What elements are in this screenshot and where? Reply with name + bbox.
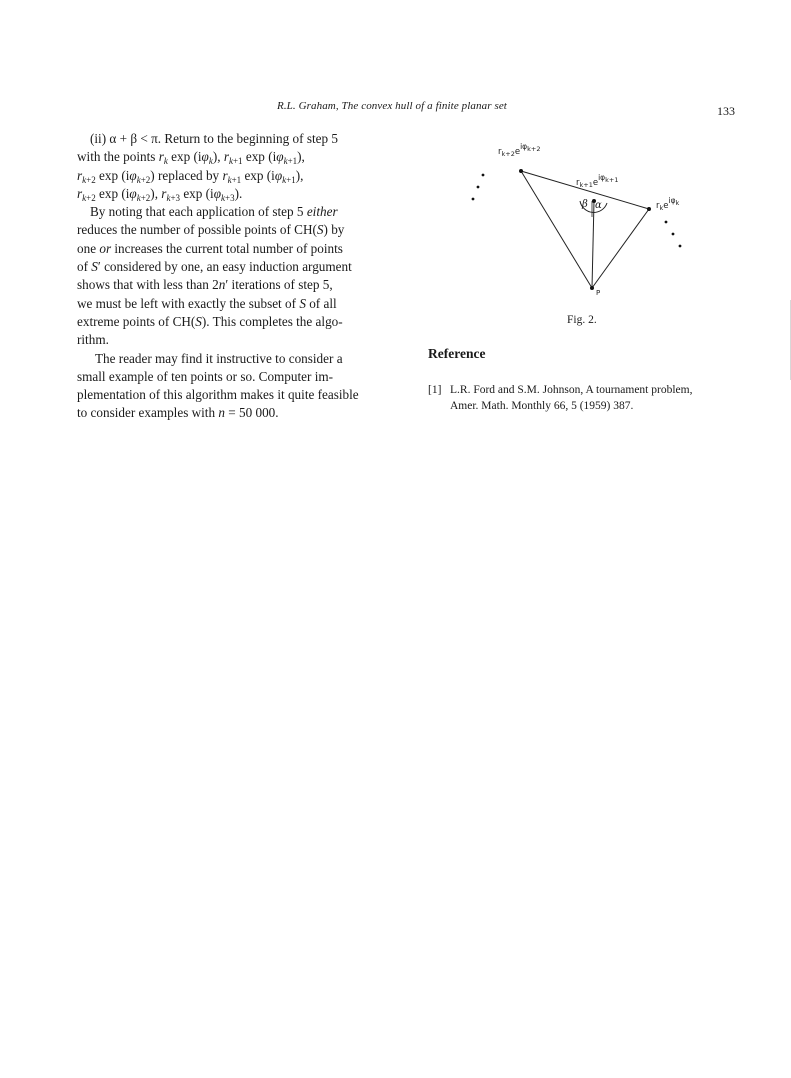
ellipsis-dot-right (665, 221, 668, 224)
label-beta: β (582, 199, 588, 210)
figure-2-diagram (432, 133, 732, 333)
ellipsis-dot-left (482, 174, 485, 177)
point-top (519, 169, 523, 173)
left-column-text (77, 130, 395, 423)
label-r-k-plus-2: $r_{k+2}e^{i\varphi_{k+2}}$ (498, 142, 541, 158)
page-number: 133 (717, 104, 735, 118)
figure-2 (432, 133, 732, 333)
paragraph-case-ii: (ii) α + β < π. Return to the beginning of step 5 with the points $r_k$ $\exp (i\varphi_k)$, $r_{k+1}$ $\exp (i\varphi_{k+1})$, $r_{k+2}$ $\exp (i\varphi_{k+2})$ replaced by $r_{k+1}$ $\exp (i\varphi_{k+1})$, $r_{k+2}$ $\exp (i\varphi_{k+2})$, $r_{k+3}$ $\exp (i\varphi_{k+3})$. (77, 131, 338, 203)
label-r-k: $r_ke^{i\varphi_k}$ (656, 196, 680, 212)
point-p (590, 286, 594, 290)
ellipsis-dot-right (672, 233, 675, 236)
ellipsis-dot-left (472, 198, 475, 201)
paragraph-closing: The reader may find it instructive to consider a small example of ten points or so. Computer im- plementation of this algorithm makes it quite feasible to consider examples with n = 50 000. (77, 350, 359, 421)
ellipsis-dot-left (477, 186, 480, 189)
label-alpha: α (595, 200, 602, 211)
reference-number: [1] (428, 384, 442, 396)
label-p: P (596, 289, 601, 297)
label-r-k-plus-1: $r_{k+1}e^{i\varphi_{k+1}}$ (576, 173, 619, 189)
reference-list (428, 382, 748, 414)
figure-caption: Fig. 2. (567, 314, 597, 326)
running-head: R.L. Graham, The convex hull of a finite planar set (277, 100, 507, 112)
edge-right-to-p (592, 209, 649, 288)
point-right (647, 207, 651, 211)
paragraph-induction: By noting that each application of step 5 either reduces the number of possible points of CH(S) by one or increases the current total number of points of S′ considered by one, an easy induction argument shows that with less than 2n′ iterations of step 5, we must be left with exactly the subset of S of all extreme points of CH(S). This completes the algo- rithm. (77, 204, 352, 348)
references-heading: Reference (428, 346, 486, 361)
reference-item (428, 382, 748, 414)
ellipsis-dot-right (679, 245, 682, 248)
reference-text: L.R. Ford and S.M. Johnson, A tournament problem, Amer. Math. Monthly 66, 5 (1959) 387. (450, 384, 693, 412)
